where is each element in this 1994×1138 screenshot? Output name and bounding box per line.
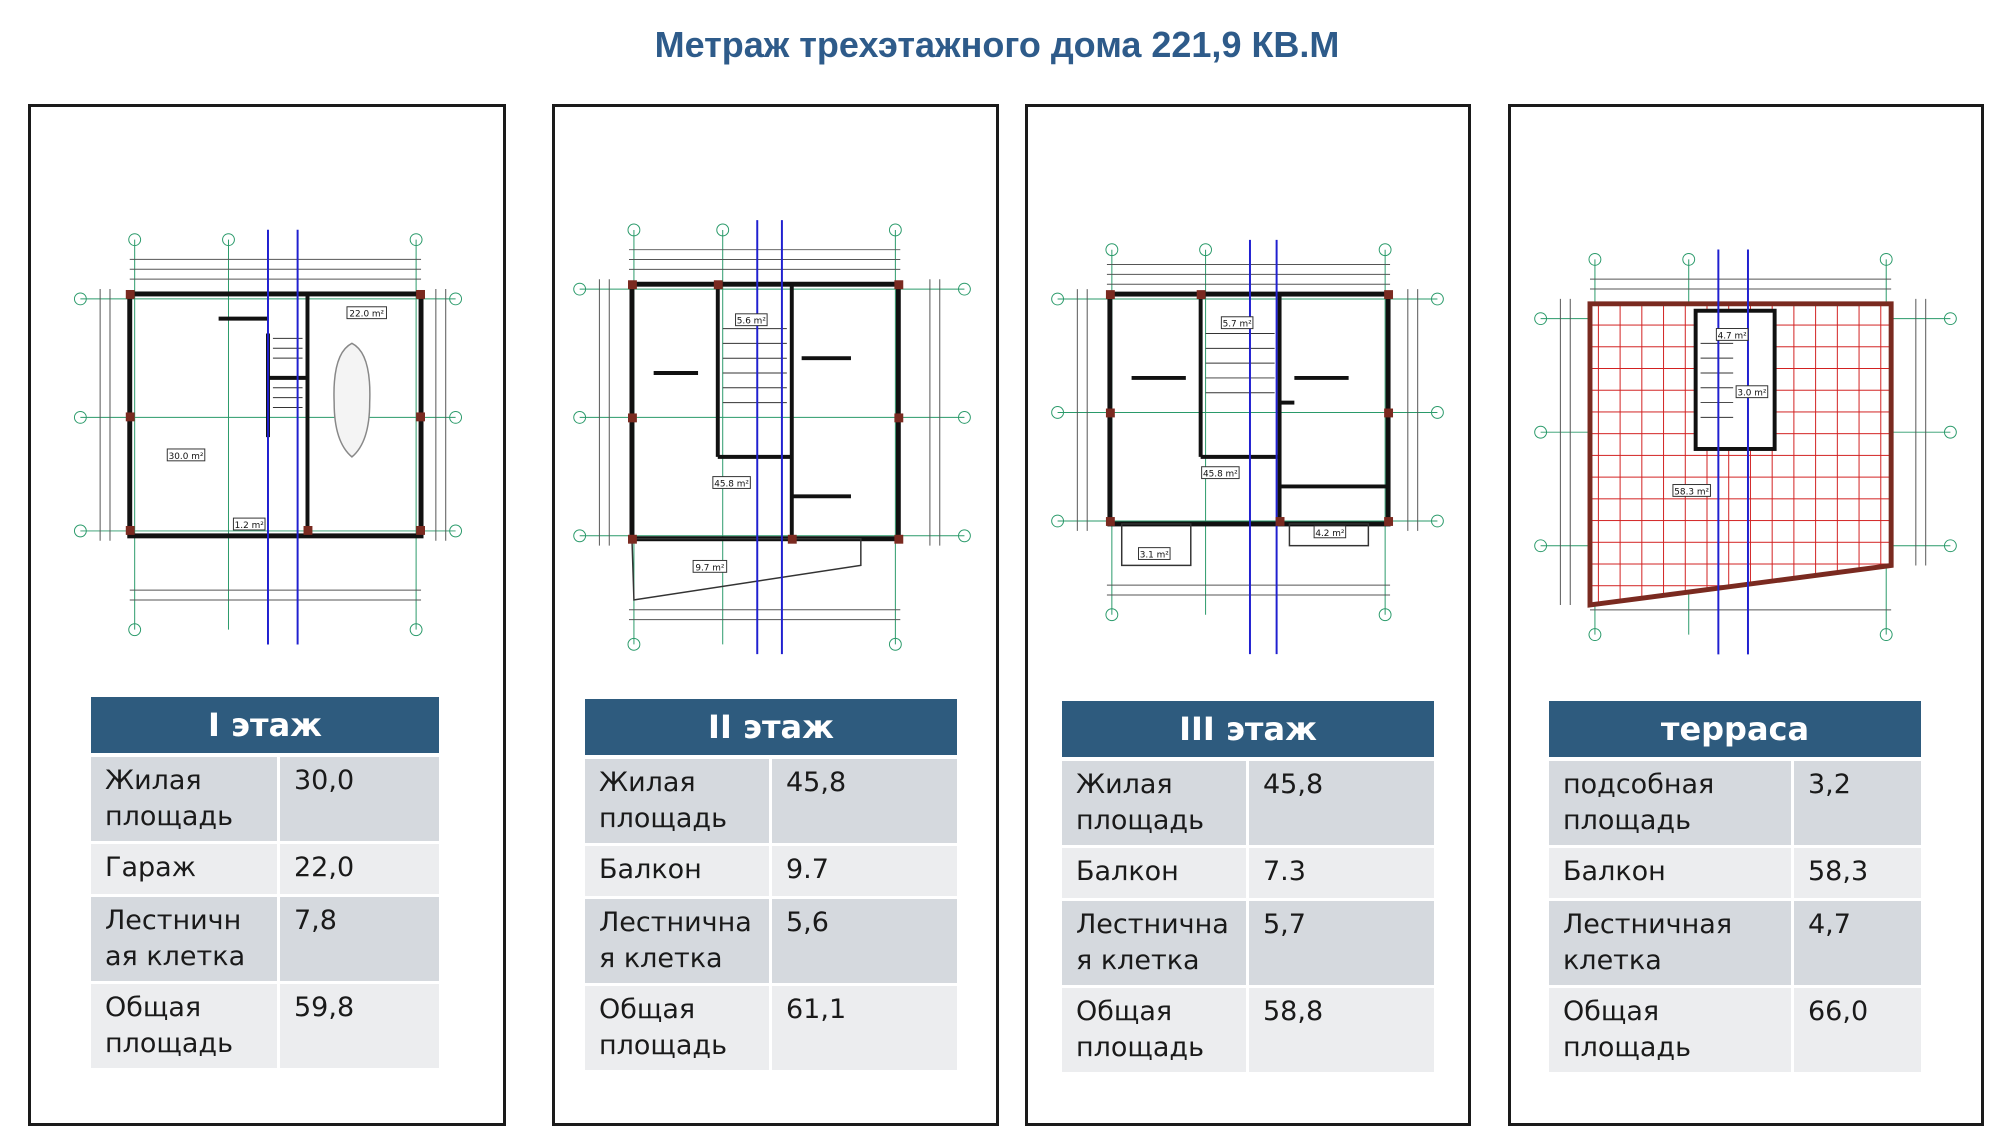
table-row [91, 984, 439, 1071]
svg-text:30.0 m²: 30.0 m² [168, 451, 204, 462]
row-label: Гараж [91, 844, 277, 897]
svg-text:22.0 m²: 22.0 m² [349, 309, 385, 320]
table-row [91, 897, 439, 984]
floor-1-table [91, 697, 439, 1071]
row-value: 4,7 [1791, 901, 1921, 988]
floor-2-panel [552, 104, 999, 1126]
svg-text:4.2 m²: 4.2 m² [1315, 528, 1345, 539]
table-row [585, 899, 957, 986]
floor-1-header: I этаж [91, 697, 439, 757]
table-row [1549, 761, 1921, 848]
row-value: 7,8 [277, 897, 439, 984]
floor-3-table [1062, 701, 1434, 1075]
floor-1-plan [31, 147, 503, 747]
table-row [1062, 901, 1434, 988]
row-value: 58,8 [1246, 988, 1434, 1075]
row-value: 5,6 [769, 899, 957, 986]
table-row [585, 846, 957, 899]
svg-text:5.7 m²: 5.7 m² [1222, 319, 1252, 330]
row-label: Балкон [1062, 848, 1246, 901]
row-value: 58,3 [1791, 848, 1921, 901]
row-value: 59,8 [277, 984, 439, 1071]
table-row [1549, 848, 1921, 901]
table-row [585, 759, 957, 846]
page-title: Метраж трехэтажного дома 221,9 КВ.М [654, 24, 1340, 65]
terrace-table [1549, 701, 1921, 1075]
svg-text:1.2 m²: 1.2 m² [234, 520, 264, 531]
table-row [1062, 988, 1434, 1075]
row-label: Лестничная клетка [1549, 901, 1791, 988]
svg-text:45.8 m²: 45.8 m² [1203, 469, 1238, 480]
floor-3-plan [1028, 147, 1468, 747]
table-row [91, 844, 439, 897]
row-value: 45,8 [1246, 761, 1434, 848]
svg-text:3.1 m²: 3.1 m² [1139, 550, 1169, 561]
svg-text:5.6 m²: 5.6 m² [736, 316, 766, 327]
row-value: 30,0 [277, 757, 439, 844]
svg-text:9.7 m²: 9.7 m² [695, 563, 725, 574]
row-value: 9.7 [769, 846, 957, 899]
row-value: 3,2 [1791, 761, 1921, 848]
floor-2-table [585, 699, 957, 1073]
table-row [91, 757, 439, 844]
row-label: Общая площадь [1549, 988, 1791, 1075]
row-value: 61,1 [769, 986, 957, 1073]
table-row [1062, 761, 1434, 848]
table-row [1549, 988, 1921, 1075]
svg-text:58.3 m²: 58.3 m² [1674, 487, 1710, 498]
row-label: подсобная площадь [1549, 761, 1791, 848]
row-value: 7.3 [1246, 848, 1434, 901]
floor-2-plan [555, 147, 996, 747]
row-label: Балкон [1549, 848, 1791, 901]
row-label: Общая площадь [585, 986, 769, 1073]
row-label: Лестнична я клетка [1062, 901, 1246, 988]
svg-text:45.8 m²: 45.8 m² [714, 479, 749, 490]
floor-1-panel [28, 104, 506, 1126]
row-label: Жилая площадь [1062, 761, 1246, 848]
row-label: Общая площадь [1062, 988, 1246, 1075]
svg-text:3.0 m²: 3.0 m² [1737, 388, 1767, 399]
svg-text:4.7 m²: 4.7 m² [1717, 331, 1747, 342]
table-row [585, 986, 957, 1073]
row-value: 5,7 [1246, 901, 1434, 988]
row-value: 66,0 [1791, 988, 1921, 1075]
terrace-panel [1508, 104, 1984, 1126]
terrace-header: терраса [1549, 701, 1921, 761]
row-value: 45,8 [769, 759, 957, 846]
floor-3-panel [1025, 104, 1471, 1126]
row-label: Балкон [585, 846, 769, 899]
floor-3-header: III этаж [1062, 701, 1434, 761]
table-row [1549, 901, 1921, 988]
row-label: Жилая площадь [91, 757, 277, 844]
terrace-plan [1511, 147, 1981, 747]
row-label: Лестнична я клетка [585, 899, 769, 986]
row-label: Лестничн ая клетка [91, 897, 277, 984]
table-row [1062, 848, 1434, 901]
row-label: Жилая площадь [585, 759, 769, 846]
floor-2-header: II этаж [585, 699, 957, 759]
row-label: Общая площадь [91, 984, 277, 1071]
row-value: 22,0 [277, 844, 439, 897]
